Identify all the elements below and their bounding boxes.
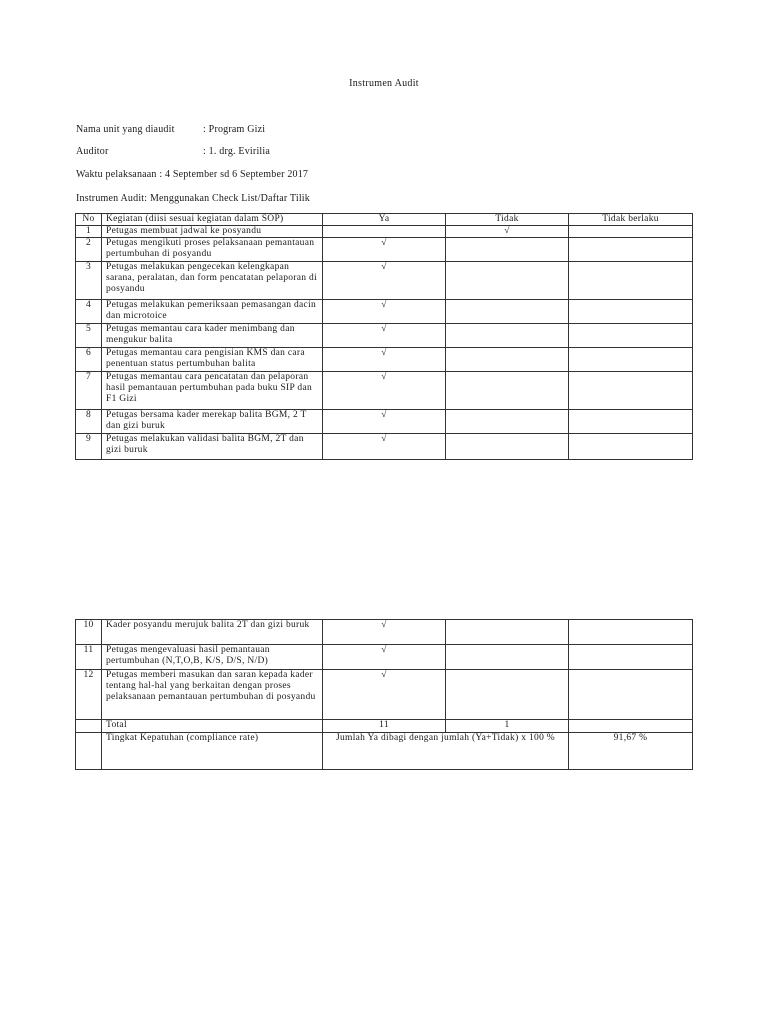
row-tidak-check	[446, 300, 569, 324]
table-row	[76, 434, 693, 460]
row-ya-check: √	[323, 434, 446, 460]
row-ya-check: √	[323, 372, 446, 410]
table-header-row	[76, 214, 693, 226]
row-tidak-berlaku	[569, 434, 693, 460]
header-ya: Ya	[323, 214, 446, 226]
row-tidak-berlaku	[569, 300, 693, 324]
row-kegiatan: Petugas melakukan validasi balita BGM, 2T dan gizi buruk	[102, 434, 323, 460]
table-row	[76, 372, 693, 410]
row-ya-check: √	[323, 620, 446, 645]
table-row	[76, 262, 693, 300]
row-no: 3	[76, 262, 102, 300]
row-ya-check: √	[323, 324, 446, 348]
row-no: 1	[76, 226, 102, 238]
row-ya-check: √	[323, 300, 446, 324]
table-row	[76, 670, 693, 720]
compliance-formula: Jumlah Ya dibagi dengan jumlah (Ya+Tidak) x 100 %	[323, 733, 569, 770]
table-row	[76, 348, 693, 372]
row-no: 7	[76, 372, 102, 410]
row-kegiatan: Kader posyandu merujuk balita 2T dan gizi buruk	[102, 620, 323, 645]
header-tidak-berlaku: Tidak berlaku	[569, 214, 693, 226]
row-kegiatan: Petugas bersama kader merekap balita BGM, 2 T dan gizi buruk	[102, 410, 323, 434]
row-ya-check: √	[323, 410, 446, 434]
table-row	[76, 226, 693, 238]
table-row	[76, 324, 693, 348]
total-label: Total	[102, 720, 323, 733]
compliance-no-cell	[76, 733, 102, 770]
waktu-line: Waktu pelaksanaan : 4 September sd 6 September 2017	[76, 169, 309, 180]
row-ya-check: √	[323, 238, 446, 262]
row-ya-check	[323, 226, 446, 238]
table-row	[76, 238, 693, 262]
row-tidak-berlaku	[569, 324, 693, 348]
row-tidak-check	[446, 262, 569, 300]
row-tidak-berlaku	[569, 262, 693, 300]
row-tidak-check	[446, 410, 569, 434]
table-row	[76, 620, 693, 645]
row-tidak-check	[446, 620, 569, 645]
total-tidak: 1	[446, 720, 569, 733]
row-ya-check: √	[323, 262, 446, 300]
total-no-cell	[76, 720, 102, 733]
row-kegiatan: Petugas melakukan pemeriksaan pemasangan dacin dan microtoice	[102, 300, 323, 324]
unit-label: Nama unit yang diaudit	[76, 124, 175, 135]
compliance-label: Tingkat Kepatuhan (compliance rate)	[102, 733, 323, 770]
row-tidak-check: √	[446, 226, 569, 238]
compliance-value: 91,67 %	[569, 733, 693, 770]
row-kegiatan: Petugas memantau cara kader menimbang dan mengukur balita	[102, 324, 323, 348]
header-kegiatan: Kegiatan (diisi sesuai kegiatan dalam SOP)	[102, 214, 323, 226]
row-kegiatan: Petugas membuat jadwal ke posyandu	[102, 226, 323, 238]
row-ya-check: √	[323, 645, 446, 670]
unit-line	[76, 124, 265, 135]
header-no: No	[76, 214, 102, 226]
table-row	[76, 300, 693, 324]
row-no: 9	[76, 434, 102, 460]
total-tidak-berlaku	[569, 720, 693, 733]
row-tidak-check	[446, 324, 569, 348]
audit-table-part-2	[75, 619, 693, 770]
row-kegiatan: Petugas memantau cara pengisian KMS dan cara penentuan status pertumbuhan balita	[102, 348, 323, 372]
row-no: 5	[76, 324, 102, 348]
total-ya: 11	[323, 720, 446, 733]
compliance-row	[76, 733, 693, 770]
row-kegiatan: Petugas melakukan pengecekan kelengkapan sarana, peralatan, dan form pencatatan pelaporan di posyandu	[102, 262, 323, 300]
row-tidak-check	[446, 670, 569, 720]
row-no: 10	[76, 620, 102, 645]
row-tidak-berlaku	[569, 372, 693, 410]
header-tidak: Tidak	[446, 214, 569, 226]
row-tidak-berlaku	[569, 226, 693, 238]
auditor-label: Auditor	[76, 146, 109, 157]
row-kegiatan: Petugas memberi masukan dan saran kepada kader tentang hal-hal yang berkaitan dengan proses pelaksanaan pemantauan pertumbuhan di posyandu	[102, 670, 323, 720]
auditor-line	[76, 146, 270, 157]
row-kegiatan: Petugas memantau cara pencatatan dan pelaporan hasil pemantauan pertumbuhan pada buku SIP dan F1 Gizi	[102, 372, 323, 410]
row-tidak-check	[446, 348, 569, 372]
row-tidak-berlaku	[569, 670, 693, 720]
row-no: 4	[76, 300, 102, 324]
row-no: 11	[76, 645, 102, 670]
row-kegiatan: Petugas mengikuti proses pelaksanaan pemantauan pertumbuhan di posyandu	[102, 238, 323, 262]
row-ya-check: √	[323, 348, 446, 372]
row-tidak-berlaku	[569, 238, 693, 262]
row-tidak-check	[446, 434, 569, 460]
total-row	[76, 720, 693, 733]
instrumen-line: Instrumen Audit: Menggunakan Check List/Daftar Tilik	[76, 193, 310, 204]
row-no: 12	[76, 670, 102, 720]
row-tidak-berlaku	[569, 620, 693, 645]
row-tidak-check	[446, 372, 569, 410]
row-no: 8	[76, 410, 102, 434]
row-tidak-berlaku	[569, 645, 693, 670]
row-tidak-berlaku	[569, 410, 693, 434]
audit-table-part-1	[75, 213, 693, 460]
row-no: 6	[76, 348, 102, 372]
row-tidak-check	[446, 238, 569, 262]
row-kegiatan: Petugas mengevaluasi hasil pemantauan pertumbuhan (N,T,O,B, K/S, D/S, N/D)	[102, 645, 323, 670]
unit-value: : Program Gizi	[203, 124, 266, 135]
document-title: Instrumen Audit	[349, 78, 419, 89]
row-no: 2	[76, 238, 102, 262]
row-ya-check: √	[323, 670, 446, 720]
auditor-value: : 1. drg. Evirilia	[203, 146, 271, 157]
row-tidak-berlaku	[569, 348, 693, 372]
table-row	[76, 410, 693, 434]
table-row	[76, 645, 693, 670]
row-tidak-check	[446, 645, 569, 670]
